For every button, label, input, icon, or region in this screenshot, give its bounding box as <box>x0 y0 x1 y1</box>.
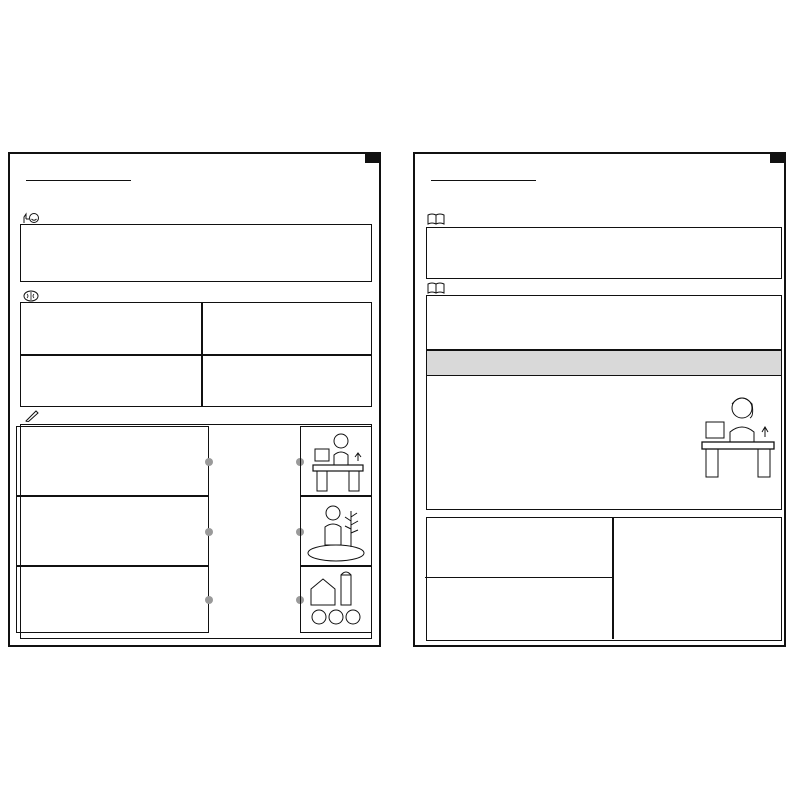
sound-grid <box>20 224 372 282</box>
instruction-match <box>22 410 43 422</box>
quiz-divider <box>612 517 614 639</box>
instruction-touch <box>22 212 43 224</box>
sentence-3[interactable] <box>16 566 209 633</box>
match-dot[interactable] <box>205 596 213 604</box>
story-title <box>427 351 781 376</box>
picture-sheep[interactable] <box>300 566 372 633</box>
girl-planting-fern-icon <box>301 497 371 565</box>
blend-grid <box>20 302 372 407</box>
clerk-at-desk-icon <box>301 427 371 495</box>
mom-at-desk-icon <box>698 388 778 480</box>
name-row <box>425 166 536 181</box>
hf-box <box>426 295 782 350</box>
picture-clerk[interactable] <box>300 426 372 496</box>
name-line[interactable] <box>431 167 536 181</box>
instruction-decode <box>22 290 43 302</box>
brain-icon <box>22 290 40 302</box>
instruction-decodable <box>427 213 448 225</box>
sentence-1[interactable] <box>16 426 209 496</box>
blend-divider <box>21 354 371 356</box>
name-line[interactable] <box>26 167 131 181</box>
sound-tag <box>770 152 786 163</box>
pencil-icon <box>22 410 40 422</box>
name-row <box>20 166 131 181</box>
quiz-question-1 <box>425 517 612 578</box>
book-icon <box>427 213 445 225</box>
hand-mouth-icon <box>22 212 40 224</box>
match-dot[interactable] <box>205 458 213 466</box>
sentence-2[interactable] <box>16 496 209 566</box>
book-icon <box>427 282 445 294</box>
picture-fern[interactable] <box>300 496 372 566</box>
instruction-hf <box>427 282 448 294</box>
quiz-question-2 <box>425 578 612 639</box>
match-dot[interactable] <box>205 528 213 536</box>
decodable-box <box>426 227 782 279</box>
sound-tag <box>365 152 381 163</box>
sheep-farm-icon <box>301 567 371 632</box>
